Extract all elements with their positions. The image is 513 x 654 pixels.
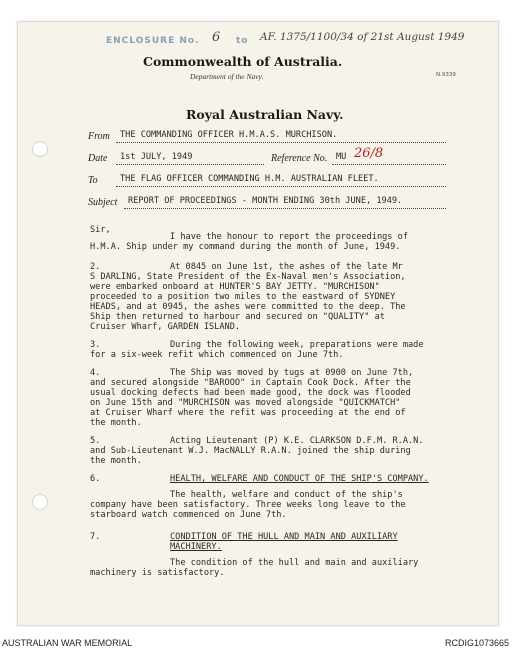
date-label: Date	[88, 153, 108, 164]
to-underline	[116, 186, 446, 187]
date-value: 1st JULY, 1949	[120, 152, 193, 162]
subject-value: REPORT OF PROCEEDINGS - MONTH ENDING 30th JUNE, 1949.	[128, 196, 403, 206]
reference-label: Reference No.	[271, 153, 328, 164]
enclosure-to: to	[236, 36, 249, 46]
p4-number: 4.	[90, 368, 101, 378]
p4-line: and secured alongside "BAROOO" in Captain Cook Dock. After the	[90, 378, 411, 388]
p1-line: H.M.A. Ship under my command during the month of June, 1949.	[90, 242, 401, 252]
p4-line: at Cruiser Wharf where the refit was proceeding at the end of	[90, 408, 406, 418]
p6-heading: HEALTH, WELFARE AND CONDUCT OF THE SHIP'S COMPANY.	[170, 474, 429, 484]
p3-number: 3.	[90, 340, 101, 350]
enclosure-number: 6	[212, 30, 221, 45]
from-underline	[116, 142, 446, 143]
p6-line: company have been satisfactory. Three weeks long leave to the	[90, 500, 406, 510]
p2-number: 2.	[90, 262, 101, 272]
p6-line: starboard watch commenced on June 7th.	[90, 510, 287, 520]
footer-id: RCDIG1073665	[444, 638, 509, 648]
p4-line: the month.	[90, 418, 142, 428]
p5-number: 5.	[90, 436, 101, 446]
enclosure-stamp: ENCLOSURE No.	[106, 36, 200, 46]
p7-heading: CONDITION OF THE HULL AND MAIN AND AUXILIARY	[170, 532, 398, 542]
p2-line: Ship then returned to harbour and secured on "QUALITY" at	[90, 312, 385, 322]
p6-line: The health, welfare and conduct of the ship's	[170, 490, 403, 500]
p5-line: and Sub-Lieutenant W.J. MacNALLY R.A.N. joined the ship during	[90, 446, 411, 456]
p7-line: The condition of the hull and main and auxiliary	[170, 558, 419, 568]
enclosure-reference: AF. 1375/1100/34 of 21st August 1949	[260, 31, 465, 43]
reference-underline	[332, 164, 446, 165]
subject-label: Subject	[88, 197, 118, 208]
p2-line: S DARLING, State President of the Ex-Naval men's Association,	[90, 272, 406, 282]
p2-line: were embarked onboard at HUNTER'S BAY JETTY. "MURCHISON"	[90, 282, 380, 292]
p7-number: 7.	[90, 532, 101, 542]
heading: Royal Australian Navy.	[186, 107, 344, 122]
to-label: To	[88, 175, 98, 186]
subject-underline	[124, 208, 446, 209]
p2-line: At 0845 on June 1st, the ashes of the late Mr	[170, 262, 403, 272]
header-title: Commonwealth of Australia.	[143, 54, 343, 69]
punch-hole	[32, 494, 48, 510]
p2-line: proceeded to a position two miles to the eastward of SYDNEY	[90, 292, 396, 302]
reference-value: MU	[336, 152, 347, 162]
p7-line: machinery is satisfactory.	[90, 568, 225, 578]
from-value: THE COMMANDING OFFICER H.M.A.S. MURCHISON.	[120, 130, 338, 140]
salutation: Sir,	[90, 225, 111, 235]
p5-line: the month.	[90, 456, 142, 466]
p3-line: for a six-week refit which commenced on June 7th.	[90, 350, 344, 360]
p7-heading: MACHINERY.	[170, 542, 222, 552]
p1-line: I have the honour to report the proceedings of	[170, 232, 408, 242]
date-underline	[116, 164, 264, 165]
p4-line: The Ship was moved by tugs at 0900 on June 7th,	[170, 368, 414, 378]
header-subtitle: Department of the Navy.	[190, 72, 264, 81]
from-label: From	[88, 131, 110, 142]
p4-line: on June 15th and "MURCHISON was moved alongside "QUICKMATCH"	[90, 398, 401, 408]
p2-line: HEADS, and at 0945, the ashes were committed to the deep. The	[90, 302, 406, 312]
p2-line: Cruiser Wharf, GARDEN ISLAND.	[90, 322, 241, 332]
p3-line: During the following week, preparations were made	[170, 340, 424, 350]
p6-number: 6.	[90, 474, 101, 484]
footer-source: AUSTRALIAN WAR MEMORIAL	[2, 638, 133, 648]
p4-line: usual docking defects had been made good, the dock was flooded	[90, 388, 411, 398]
form-number: N.9339	[436, 72, 456, 78]
to-value: THE FLAG OFFICER COMMANDING H.M. AUSTRALIAN FLEET.	[120, 174, 379, 184]
punch-hole	[32, 141, 48, 157]
p5-line: Acting Lieutenant (P) K.E. CLARKSON D.F.M. R.A.N.	[170, 436, 424, 446]
reference-handwritten: 26/8	[354, 146, 384, 161]
